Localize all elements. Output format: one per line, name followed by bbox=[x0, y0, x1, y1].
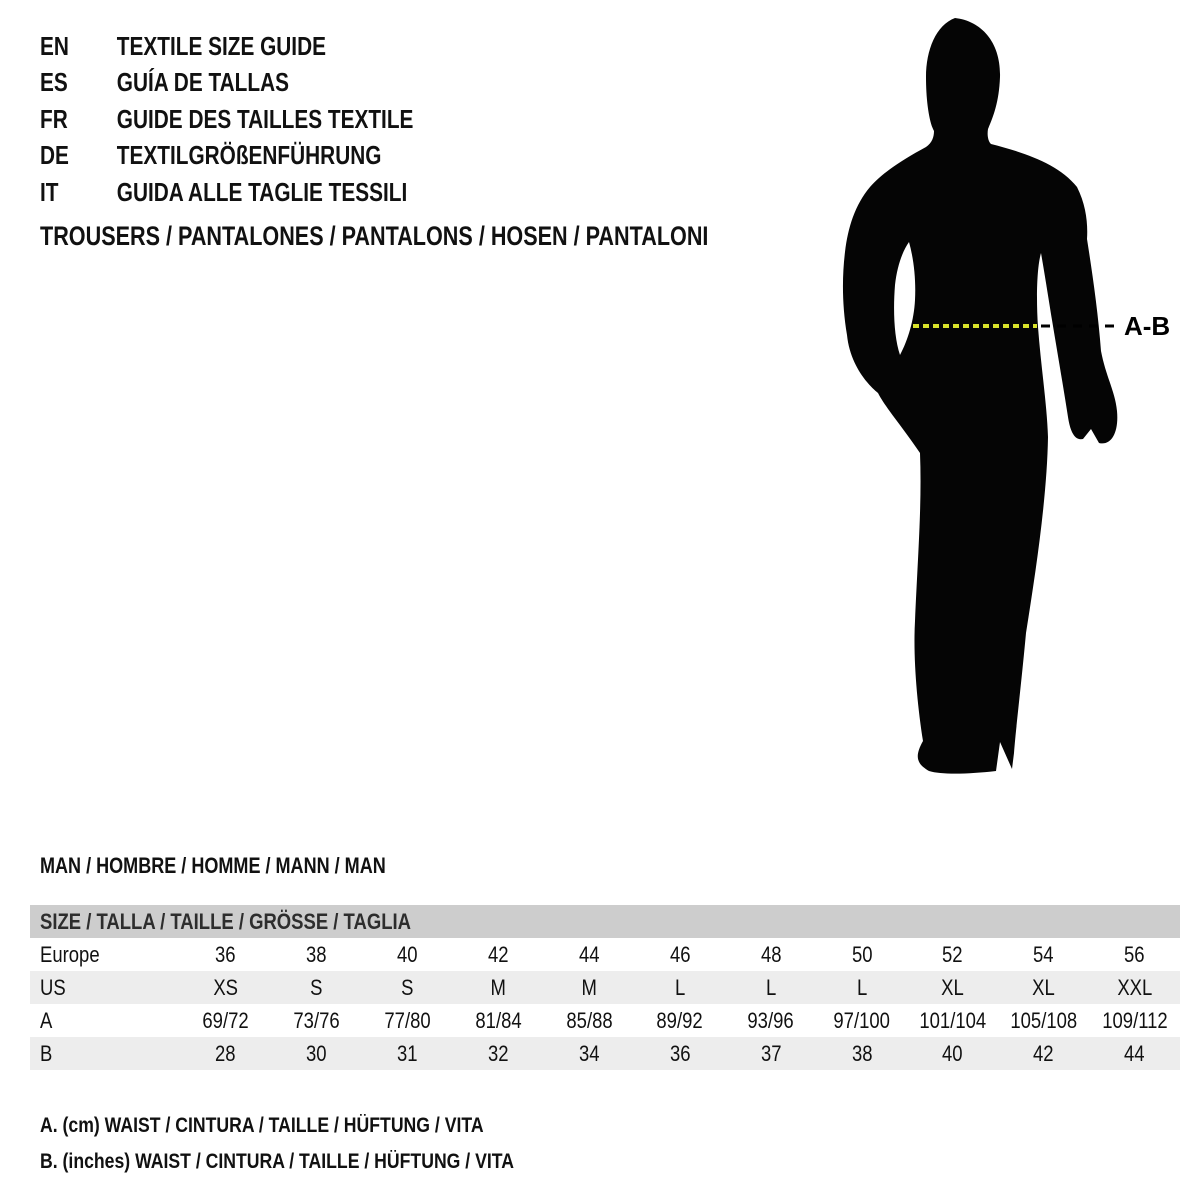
language-title: TEXTILGRÖßENFÜHRUNG bbox=[116, 140, 382, 171]
table-cell-value: L bbox=[674, 974, 686, 1000]
table-cell-value: 44 bbox=[1124, 1040, 1145, 1066]
size-table-body bbox=[30, 938, 1180, 1070]
table-cell bbox=[180, 938, 271, 971]
table-cell bbox=[725, 971, 816, 1004]
table-cell bbox=[1089, 1004, 1180, 1037]
table-cell bbox=[725, 1004, 816, 1037]
table-cell-value: 42 bbox=[1033, 1040, 1054, 1066]
table-cell bbox=[453, 1037, 544, 1070]
table-cell bbox=[635, 1004, 726, 1037]
table-cell-value: XL bbox=[941, 974, 965, 1000]
table-cell-value: 38 bbox=[851, 1040, 873, 1066]
table-cell-value: S bbox=[401, 974, 414, 1000]
table-cell bbox=[180, 1004, 271, 1037]
language-row bbox=[40, 65, 413, 102]
row-label: B bbox=[40, 1040, 53, 1066]
table-cell-value: 30 bbox=[306, 1040, 327, 1066]
table-cell-value: 73/76 bbox=[293, 1007, 340, 1033]
table-cell-value: XXL bbox=[1117, 974, 1153, 1000]
table-cell-value: 97/100 bbox=[833, 1007, 891, 1033]
table-cell bbox=[453, 971, 544, 1004]
table-cell-value: 28 bbox=[215, 1040, 236, 1066]
table-cell bbox=[544, 938, 635, 971]
table-cell-value: M bbox=[581, 974, 597, 1000]
size-table bbox=[30, 905, 1180, 1070]
language-row bbox=[40, 138, 413, 175]
table-cell bbox=[544, 971, 635, 1004]
table-cell-value: 40 bbox=[396, 941, 418, 967]
row-label: US bbox=[40, 974, 66, 1000]
size-table-header-cell bbox=[30, 905, 1180, 938]
table-cell bbox=[907, 938, 998, 971]
section-title: MAN / HOMBRE / HOMME / MANN / MAN bbox=[40, 853, 386, 878]
table-cell-value: 31 bbox=[396, 1040, 418, 1066]
table-cell-value: L bbox=[765, 974, 777, 1000]
table-cell-value: 69/72 bbox=[202, 1007, 249, 1033]
table-cell-value: 36 bbox=[669, 1040, 691, 1066]
table-cell bbox=[635, 1037, 726, 1070]
table-cell bbox=[816, 1004, 907, 1037]
table-cell-value: 54 bbox=[1033, 941, 1054, 967]
table-cell-value: S bbox=[310, 974, 323, 1000]
measurement-notes bbox=[40, 1108, 604, 1180]
table-cell-value: 85/88 bbox=[565, 1007, 613, 1033]
row-label-cell bbox=[30, 1004, 180, 1037]
table-cell-value: 105/108 bbox=[1010, 1007, 1078, 1033]
table-cell-value: L bbox=[856, 974, 867, 1000]
language-title: TEXTILE SIZE GUIDE bbox=[116, 30, 326, 61]
language-code: FR bbox=[40, 103, 68, 134]
table-cell bbox=[180, 1037, 271, 1070]
table-cell bbox=[725, 1037, 816, 1070]
table-cell bbox=[271, 1037, 362, 1070]
table-row bbox=[30, 1004, 1180, 1037]
note-waist-inches: B. (inches) WAIST / CINTURA / TAILLE / HÜFTUNG / VITA bbox=[40, 1150, 514, 1173]
table-cell bbox=[271, 971, 362, 1004]
table-cell-value: 101/104 bbox=[919, 1007, 987, 1033]
table-cell bbox=[998, 971, 1089, 1004]
table-cell bbox=[453, 1004, 544, 1037]
note-waist-cm: A. (cm) WAIST / CINTURA / TAILLE / HÜFTUNG / VITA bbox=[40, 1114, 484, 1137]
man-silhouette bbox=[843, 18, 1117, 774]
table-cell bbox=[180, 971, 271, 1004]
table-cell-value: 37 bbox=[760, 1040, 782, 1066]
table-cell bbox=[1089, 971, 1180, 1004]
table-cell-value: 32 bbox=[487, 1040, 509, 1066]
size-table-header-row bbox=[30, 905, 1180, 938]
table-cell bbox=[1089, 938, 1180, 971]
table-cell-value: 77/80 bbox=[384, 1007, 431, 1033]
table-cell bbox=[816, 971, 907, 1004]
table-cell-value: 38 bbox=[306, 941, 327, 967]
table-cell-value: 93/96 bbox=[747, 1007, 795, 1033]
table-cell bbox=[907, 971, 998, 1004]
table-cell bbox=[453, 938, 544, 971]
table-cell-value: 81/84 bbox=[475, 1007, 522, 1033]
language-list bbox=[40, 28, 507, 211]
table-cell bbox=[362, 1037, 453, 1070]
language-code: EN bbox=[40, 30, 69, 61]
category-title: TROUSERS / PANTALONES / PANTALONS / HOSEN / PANTALONI bbox=[40, 221, 709, 251]
table-cell-value: XL bbox=[1032, 974, 1055, 1000]
language-code: ES bbox=[40, 67, 68, 98]
table-cell bbox=[271, 938, 362, 971]
table-cell-value: 56 bbox=[1124, 941, 1145, 967]
table-cell-value: 36 bbox=[215, 941, 236, 967]
table-cell bbox=[998, 1037, 1089, 1070]
table-cell bbox=[635, 938, 726, 971]
size-table-header-label: SIZE / TALLA / TAILLE / GRÖSSE / TAGLIA bbox=[40, 908, 411, 934]
table-cell bbox=[907, 1004, 998, 1037]
table-cell bbox=[1089, 1037, 1180, 1070]
language-row bbox=[40, 101, 413, 138]
table-cell-value: XS bbox=[213, 974, 238, 1000]
table-cell bbox=[544, 1037, 635, 1070]
language-row bbox=[40, 28, 413, 65]
table-cell-value: 40 bbox=[942, 1040, 963, 1066]
language-title: GUIDA ALLE TAGLIE TESSILI bbox=[116, 176, 408, 207]
table-cell bbox=[635, 971, 726, 1004]
language-title: GUÍA DE TALLAS bbox=[116, 67, 289, 98]
table-cell bbox=[362, 1004, 453, 1037]
table-cell-value: M bbox=[490, 974, 506, 1000]
table-cell bbox=[271, 1004, 362, 1037]
table-cell bbox=[725, 938, 816, 971]
table-cell-value: 46 bbox=[669, 941, 691, 967]
table-cell-value: 48 bbox=[760, 941, 782, 967]
table-row bbox=[30, 938, 1180, 971]
table-cell bbox=[907, 1037, 998, 1070]
row-label: Europe bbox=[40, 941, 100, 967]
table-cell-value: 89/92 bbox=[656, 1007, 704, 1033]
man-silhouette-figure bbox=[830, 5, 1200, 795]
table-cell-value: 109/112 bbox=[1101, 1007, 1168, 1033]
table-cell bbox=[998, 938, 1089, 971]
table-cell bbox=[362, 971, 453, 1004]
table-cell bbox=[816, 1037, 907, 1070]
row-label-cell bbox=[30, 938, 180, 971]
row-label-cell bbox=[30, 1037, 180, 1070]
table-cell-value: 34 bbox=[578, 1040, 600, 1066]
table-cell bbox=[816, 938, 907, 971]
table-cell-value: 42 bbox=[487, 941, 509, 967]
table-row bbox=[30, 971, 1180, 1004]
table-cell-value: 44 bbox=[578, 941, 600, 967]
language-code: DE bbox=[40, 140, 69, 171]
table-cell bbox=[362, 938, 453, 971]
table-cell-value: 50 bbox=[851, 941, 873, 967]
table-row bbox=[30, 1037, 1180, 1070]
table-cell bbox=[544, 1004, 635, 1037]
table-cell-value: 52 bbox=[942, 941, 963, 967]
table-cell bbox=[998, 1004, 1089, 1037]
measure-label: A-B bbox=[1124, 311, 1171, 341]
language-row bbox=[40, 174, 413, 211]
language-code: IT bbox=[40, 176, 59, 207]
row-label: A bbox=[40, 1007, 53, 1033]
row-label-cell bbox=[30, 971, 180, 1004]
language-title: GUIDE DES TAILLES TEXTILE bbox=[116, 103, 414, 134]
